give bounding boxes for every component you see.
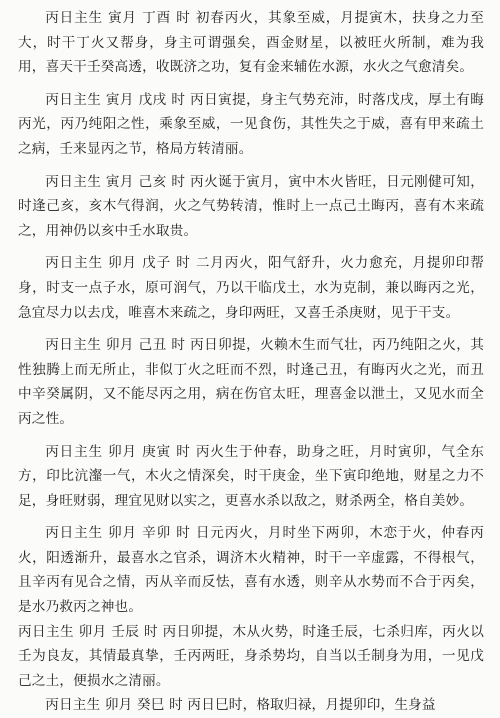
paragraph-8: 丙日主生 卯月 壬辰 时 丙日卯提，木从火势，时逢壬辰，七杀归库，丙火以壬为良友，其情最真挚，壬丙两旺，身杀势均，自当以壬制身为用，一见戊己之土，便损水之清丽。 [18,623,484,689]
paragraph-4: 丙日主生 卯月 戊子 时 二月丙火，阳气舒升，火力愈充，月提卯印帮身，时支一点子水，原可润气，乃以干临戊土，水为克制，兼以晦丙之光，急宜尽力以去戊，唯喜木来疏之，身印两旺，又喜壬杀庚财，见于干支。 [18,255,484,321]
paragraph-7: 丙日主生 卯月 辛卯 时 日元丙火，月时坐下两卯，木恋于火，仲春丙火，阳透渐升，最喜水之官杀，调济木火精神，时干一辛虚露，不得根气，且辛丙有见合之情，丙从辛而反怯，喜有水透，则辛从水势而不合于丙矣，是水乃救丙之神也。 [18,525,484,616]
paragraph-9: 丙日主生 卯月 癸巳 时 丙日巳时，格取归禄，月提卯印，生身益 [45,697,436,714]
paragraph-2: 丙日主生 寅月 戊戌 时 丙日寅提，身主气势充沛，时落戊戌，厚土有晦丙光，丙乃纯阳之性，乘象至威，一见食伤，其性失之于威，喜有甲来疏土之病，壬来显丙之节，格局方转清丽。 [18,91,484,157]
paragraph-6: 丙日主生 卯月 庚寅 时 丙火生于仲春，助身之旺，月时寅卯，气全东方，印比沆瀣一气，木火之情深矣，时干庚金，坐下寅印绝地，财星之力不足，身旺财弱，理宜见财以实之，更喜水杀以敌之，财杀两全，格自美妙。 [18,443,484,509]
paragraph-5: 丙日主生 卯月 己丑 时 丙日卯提，火赖木生而气壮，丙乃纯阳之火，其性独腾上而无所止，非似丁火之旺而不烈，时逢己丑，有晦丙火之光，而丑中辛癸属阴，又不能尽丙之用，病在伤官太旺，理喜金以泄土，又见水而全丙之性。 [18,337,484,427]
paragraph-1: 丙日主生 寅月 丁酉 时 初春丙火，其象至威，月提寅木，扶身之力至大，时干丁火又帮身，身主可谓强矣，酉金财星，以被旺火所制，难为我用，喜天干壬癸高透，收既济之功，复有金来辅佐水源，水火之气愈清矣。 [18,10,484,76]
paragraph-3: 丙日主生 寅月 己亥 时 丙火诞于寅月，寅中木火皆旺，日元刚健可知，时逢己亥，亥木气得润，火之气势转清，惟时上一点己土晦丙，喜有木来疏之，用神仍以亥中壬水取贵。 [18,173,484,239]
